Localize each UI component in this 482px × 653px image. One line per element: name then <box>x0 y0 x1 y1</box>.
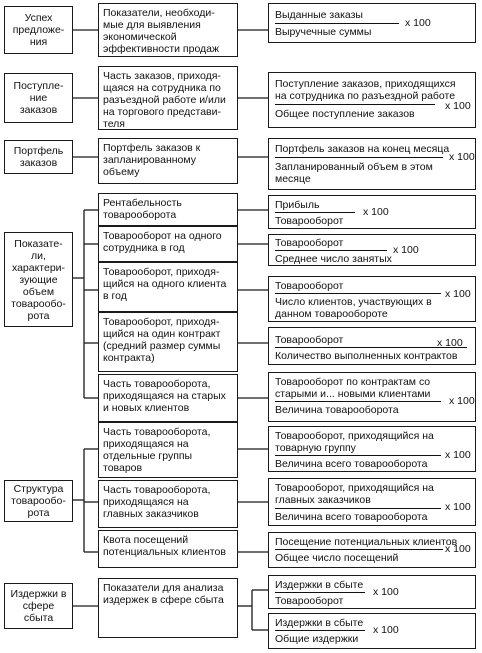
formula-numerator: Товарооборот <box>275 280 344 292</box>
category-offer-success: Успех предложе- ния <box>4 6 73 54</box>
formula-numerator: Посещение потенциальных клиентов <box>275 536 458 548</box>
fraction-bar <box>275 293 441 294</box>
formula-numerator: Издержки в сбыте <box>275 617 364 629</box>
multiplier: x 100 <box>445 501 471 513</box>
formula-denominator: Величина всего товарооборота <box>275 511 428 523</box>
formula-denominator: Среднее число занятых <box>275 253 392 265</box>
formula-numerator: Выданные заказы <box>275 9 363 21</box>
indicator-product-groups: Часть товарооборота, приходящаяся на отдельные группы товаров <box>98 422 238 478</box>
formula-field-orders-ratio <box>268 72 476 128</box>
indicator-cost-analysis: Показатели для анализа издержек в сфере сбыта <box>98 578 238 638</box>
formula-costs-total <box>268 613 476 649</box>
category-order-portfolio: Портфель заказов <box>4 140 73 174</box>
formula-orders-ratio <box>268 3 476 43</box>
indicator-portfolio-plan: Портфель заказов к запланированному объему <box>98 138 238 184</box>
formula-denominator: Запланированный объем в этом месяце <box>275 161 433 185</box>
formula-numerator: Портфель заказов на конец месяца <box>275 143 450 155</box>
multiplier: x 100 <box>405 17 431 29</box>
fraction-bar <box>275 630 365 631</box>
formula-denominator: Товарооборот <box>275 595 344 607</box>
formula-numerator: Товарооборот, приходящийся на главных заказчиков <box>275 482 434 506</box>
fraction-bar <box>275 23 399 24</box>
category-turnover-structure: Структура товарообо- рота <box>4 480 73 522</box>
multiplier: x 100 <box>373 624 399 636</box>
formula-turnover-per-employee <box>268 234 476 266</box>
multiplier: x 100 <box>445 543 471 555</box>
indicator-turnover-per-employee: Товарооборот на одного сотрудника в год <box>98 226 238 262</box>
category-sales-costs: Издержки в сфере сбыта <box>4 583 73 629</box>
multiplier: x 100 <box>437 337 463 349</box>
formula-denominator: Общее число посещений <box>275 552 399 564</box>
fraction-bar <box>275 508 441 509</box>
category-order-intake: Поступле- ние заказов <box>4 73 73 123</box>
fraction-bar <box>275 104 435 105</box>
formula-main-customer-share <box>268 478 476 526</box>
formula-denominator: Товарооборот <box>275 215 344 227</box>
indicator-old-new-clients: Часть товарооборота, приходящаяся на старых и новых клиентов <box>98 374 238 422</box>
formula-profitability <box>268 195 476 229</box>
formula-denominator: Количество выполненных контрактов <box>275 350 458 362</box>
indicator-turnover-per-contract: Товарооборот, приходя- щийся на один контракт (средний размер суммы контракта) <box>98 312 238 372</box>
formula-numerator: Товарооборот, приходящийся на товарную группу <box>275 430 434 454</box>
formula-numerator: Товарооборот <box>275 237 344 249</box>
formula-turnover-per-contract <box>268 327 476 365</box>
indicator-turnover-profitability: Рентабельность товарооборота <box>98 193 238 226</box>
fraction-bar <box>275 549 443 550</box>
indicator-visit-quota: Квота посещений потенциальных клиентов <box>98 530 238 568</box>
fraction-bar <box>275 592 365 593</box>
multiplier: x 100 <box>449 151 475 163</box>
formula-denominator: Величина всего товарооборота <box>275 458 428 470</box>
formula-denominator: Выручечные суммы <box>275 26 372 38</box>
formula-product-group-share <box>268 426 476 472</box>
formula-turnover-per-client <box>268 276 476 322</box>
multiplier: x 100 <box>373 586 399 598</box>
fraction-bar <box>275 157 443 158</box>
indicator-main-customers: Часть товарооборота, приходящаяся на главных заказчиков <box>98 480 238 528</box>
multiplier: x 100 <box>363 206 389 218</box>
formula-numerator: Издержки в сбыте <box>275 579 364 591</box>
formula-numerator: Прибыль <box>275 199 320 211</box>
multiplier: x 100 <box>449 395 475 407</box>
indicator-economic-efficiency: Показатели, необходи- мые для выявления экономической эффективности продаж <box>98 3 238 57</box>
formula-numerator: Товарооборот по контрактам со старыми и... новыми клиентами <box>275 376 431 400</box>
indicator-field-staff-share: Часть заказов, приходя- щаяся на сотрудника по разъездной работе и/или на торгового представи- теля <box>98 66 238 130</box>
fraction-bar <box>275 401 441 402</box>
formula-old-new-clients <box>268 372 476 422</box>
formula-denominator: Общие издержки <box>275 633 359 645</box>
formula-denominator: Число клиентов, участвующих в данном товарообороте <box>275 296 432 320</box>
multiplier: x 100 <box>445 100 471 112</box>
formula-denominator: Величина товарооборота <box>275 404 399 416</box>
indicator-turnover-per-client: Товарооборот, приходя- щийся на одного клиента в год <box>98 262 238 312</box>
multiplier: x 100 <box>445 449 471 461</box>
formula-numerator: Поступление заказов, приходящихся на сотрудника по разъездной работе <box>275 78 456 102</box>
formula-numerator: Товарооборот <box>275 334 344 346</box>
formula-portfolio-ratio <box>268 138 476 190</box>
fraction-bar <box>275 250 387 251</box>
fraction-bar <box>275 455 441 456</box>
category-turnover-indicators: Показате- ли, характери- зующие объем товарообо- рота <box>4 232 73 327</box>
formula-visit-quota <box>268 532 476 568</box>
multiplier: x 100 <box>393 244 419 256</box>
fraction-bar <box>275 212 355 213</box>
formula-costs-turnover <box>268 575 476 609</box>
multiplier: x 100 <box>445 288 471 300</box>
formula-denominator: Общее поступление заказов <box>275 108 415 120</box>
